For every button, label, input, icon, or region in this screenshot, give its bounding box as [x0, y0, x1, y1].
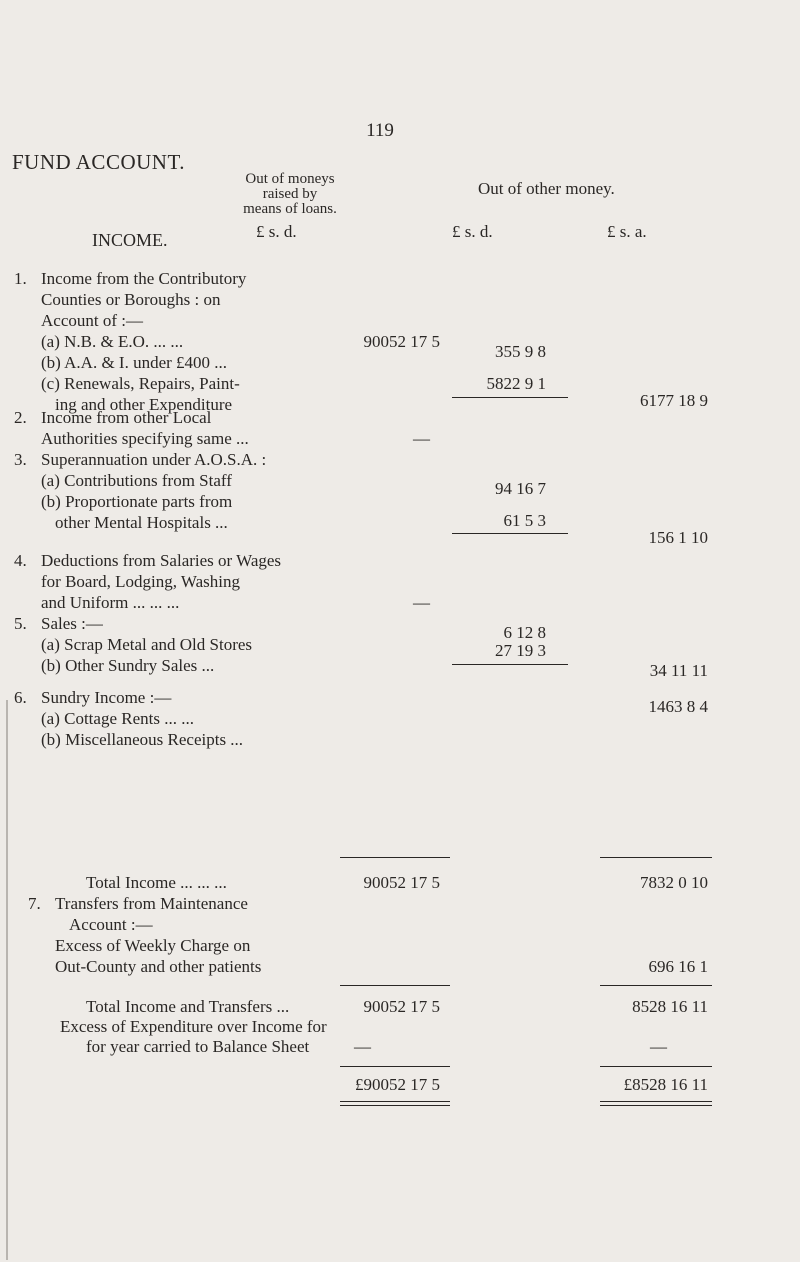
item-sub-line: (a) Scrap Metal and Old Stores [41, 635, 253, 654]
grand-total-loans: £90052 17 5 [355, 1075, 440, 1094]
total-income-loans: 90052 17 5 [363, 873, 440, 892]
total-income-label: Total Income ... ... ... [86, 873, 227, 892]
item-line: Sales :— [41, 614, 103, 633]
total-transfers-label: Total Income and Transfers ... [86, 997, 290, 1016]
dash-loans: — [413, 429, 430, 448]
fund-account-heading: FUND ACCOUNT. [12, 150, 185, 174]
total-transfers-loans: 90052 17 5 [363, 997, 440, 1016]
unit-loans: £ s. d. [256, 222, 297, 241]
item-line: for Board, Lodging, Washing [41, 572, 240, 591]
item-line: Counties or Boroughs : on [41, 290, 221, 309]
subtotal-rule [452, 664, 568, 665]
item-number: 2. [14, 408, 27, 427]
item-sub-line: other Mental Hospitals ... [55, 513, 228, 532]
grand-rule-other [600, 1066, 712, 1067]
total-rule-other [600, 985, 712, 986]
grand-total-other: £8528 16 11 [623, 1075, 708, 1094]
item-line: Sundry Income :— [41, 688, 172, 707]
total-rule-other [600, 857, 712, 858]
amount-other: 5822 9 1 [486, 374, 546, 393]
item-number: 4. [14, 551, 27, 570]
binding-edge [6, 700, 8, 1260]
page-number: 119 [366, 120, 394, 141]
item-sub-line: (b) Miscellaneous Receipts ... [41, 730, 244, 749]
item-line: Account of :— [41, 311, 143, 330]
amount-other: 355 9 8 [495, 342, 546, 361]
item-number: 6. [14, 688, 27, 707]
excess-other: — [650, 1037, 667, 1056]
item-line: Superannuation under A.O.S.A. : [41, 450, 267, 469]
subtotal-rule [452, 397, 568, 398]
header-loans-2: raised by [262, 186, 318, 202]
item-sub-line: (b) A.A. & I. under £400 ... [41, 353, 228, 372]
item-line: Deductions from Salaries or Wages [41, 551, 282, 570]
amount-total: 1463 8 4 [648, 697, 708, 716]
amount-other: 94 16 7 [495, 479, 546, 498]
excess-line-1: Excess of Expenditure over Income for [60, 1017, 327, 1036]
dash-loans: — [413, 593, 430, 612]
item-sub-line: ing and other Expenditure [55, 395, 233, 414]
header-loans-3: means of loans. [243, 201, 337, 217]
amount-total: 34 11 11 [649, 661, 708, 680]
amount-total: 6177 18 9 [640, 391, 708, 410]
item-number: 5. [14, 614, 27, 633]
item-line: Out-County and other patients [55, 957, 262, 976]
item-number: 7. [28, 894, 41, 913]
total-rule-loans [340, 857, 450, 858]
item-line: Authorities specifying same ... [41, 429, 249, 448]
transfers-other: 696 16 1 [648, 957, 708, 976]
amount-total: 156 1 10 [648, 528, 708, 547]
total-income-other: 7832 0 10 [640, 873, 708, 892]
amount-other: 61 5 3 [503, 511, 546, 530]
total-rule-loans [340, 985, 450, 986]
item-line: Income from other Local [41, 408, 212, 427]
income-section-title: INCOME. [92, 230, 168, 250]
item-line: Transfers from Maintenance [55, 894, 248, 913]
item-line: and Uniform ... ... ... [41, 593, 180, 612]
item-sub-line: (b) Other Sundry Sales ... [41, 656, 215, 675]
amount-other: 6 12 8 [503, 623, 546, 642]
unit-other-2: £ s. a. [607, 222, 647, 241]
item-sub-line: (b) Proportionate parts from [41, 492, 233, 511]
grand-double-rule-other [600, 1101, 712, 1106]
grand-double-rule-loans [340, 1101, 450, 1106]
header-other-money: Out of other money. [478, 179, 615, 198]
amount-other: 27 19 3 [495, 641, 546, 660]
total-transfers-other: 8528 16 11 [632, 997, 708, 1016]
unit-other-1: £ s. d. [452, 222, 493, 241]
item-sub-line: (c) Renewals, Repairs, Paint- [41, 374, 240, 393]
item-sub-line: (a) Contributions from Staff [41, 471, 232, 490]
item-sub-line: (a) Cottage Rents ... ... [41, 709, 194, 728]
excess-line-2: for year carried to Balance Sheet [86, 1037, 310, 1056]
amount-loans: 90052 17 5 [363, 332, 440, 351]
excess-loans: — [354, 1037, 371, 1056]
item-line: Account :— [69, 915, 153, 934]
header-loans-1: Out of moneys [245, 171, 335, 187]
item-number: 1. [14, 269, 27, 288]
item-number: 3. [14, 450, 27, 469]
item-sub-line: (a) N.B. & E.O. ... ... [41, 332, 184, 351]
grand-rule-loans [340, 1066, 450, 1067]
item-line: Excess of Weekly Charge on [55, 936, 251, 955]
subtotal-rule [452, 533, 568, 534]
item-line: Income from the Contributory [41, 269, 247, 288]
